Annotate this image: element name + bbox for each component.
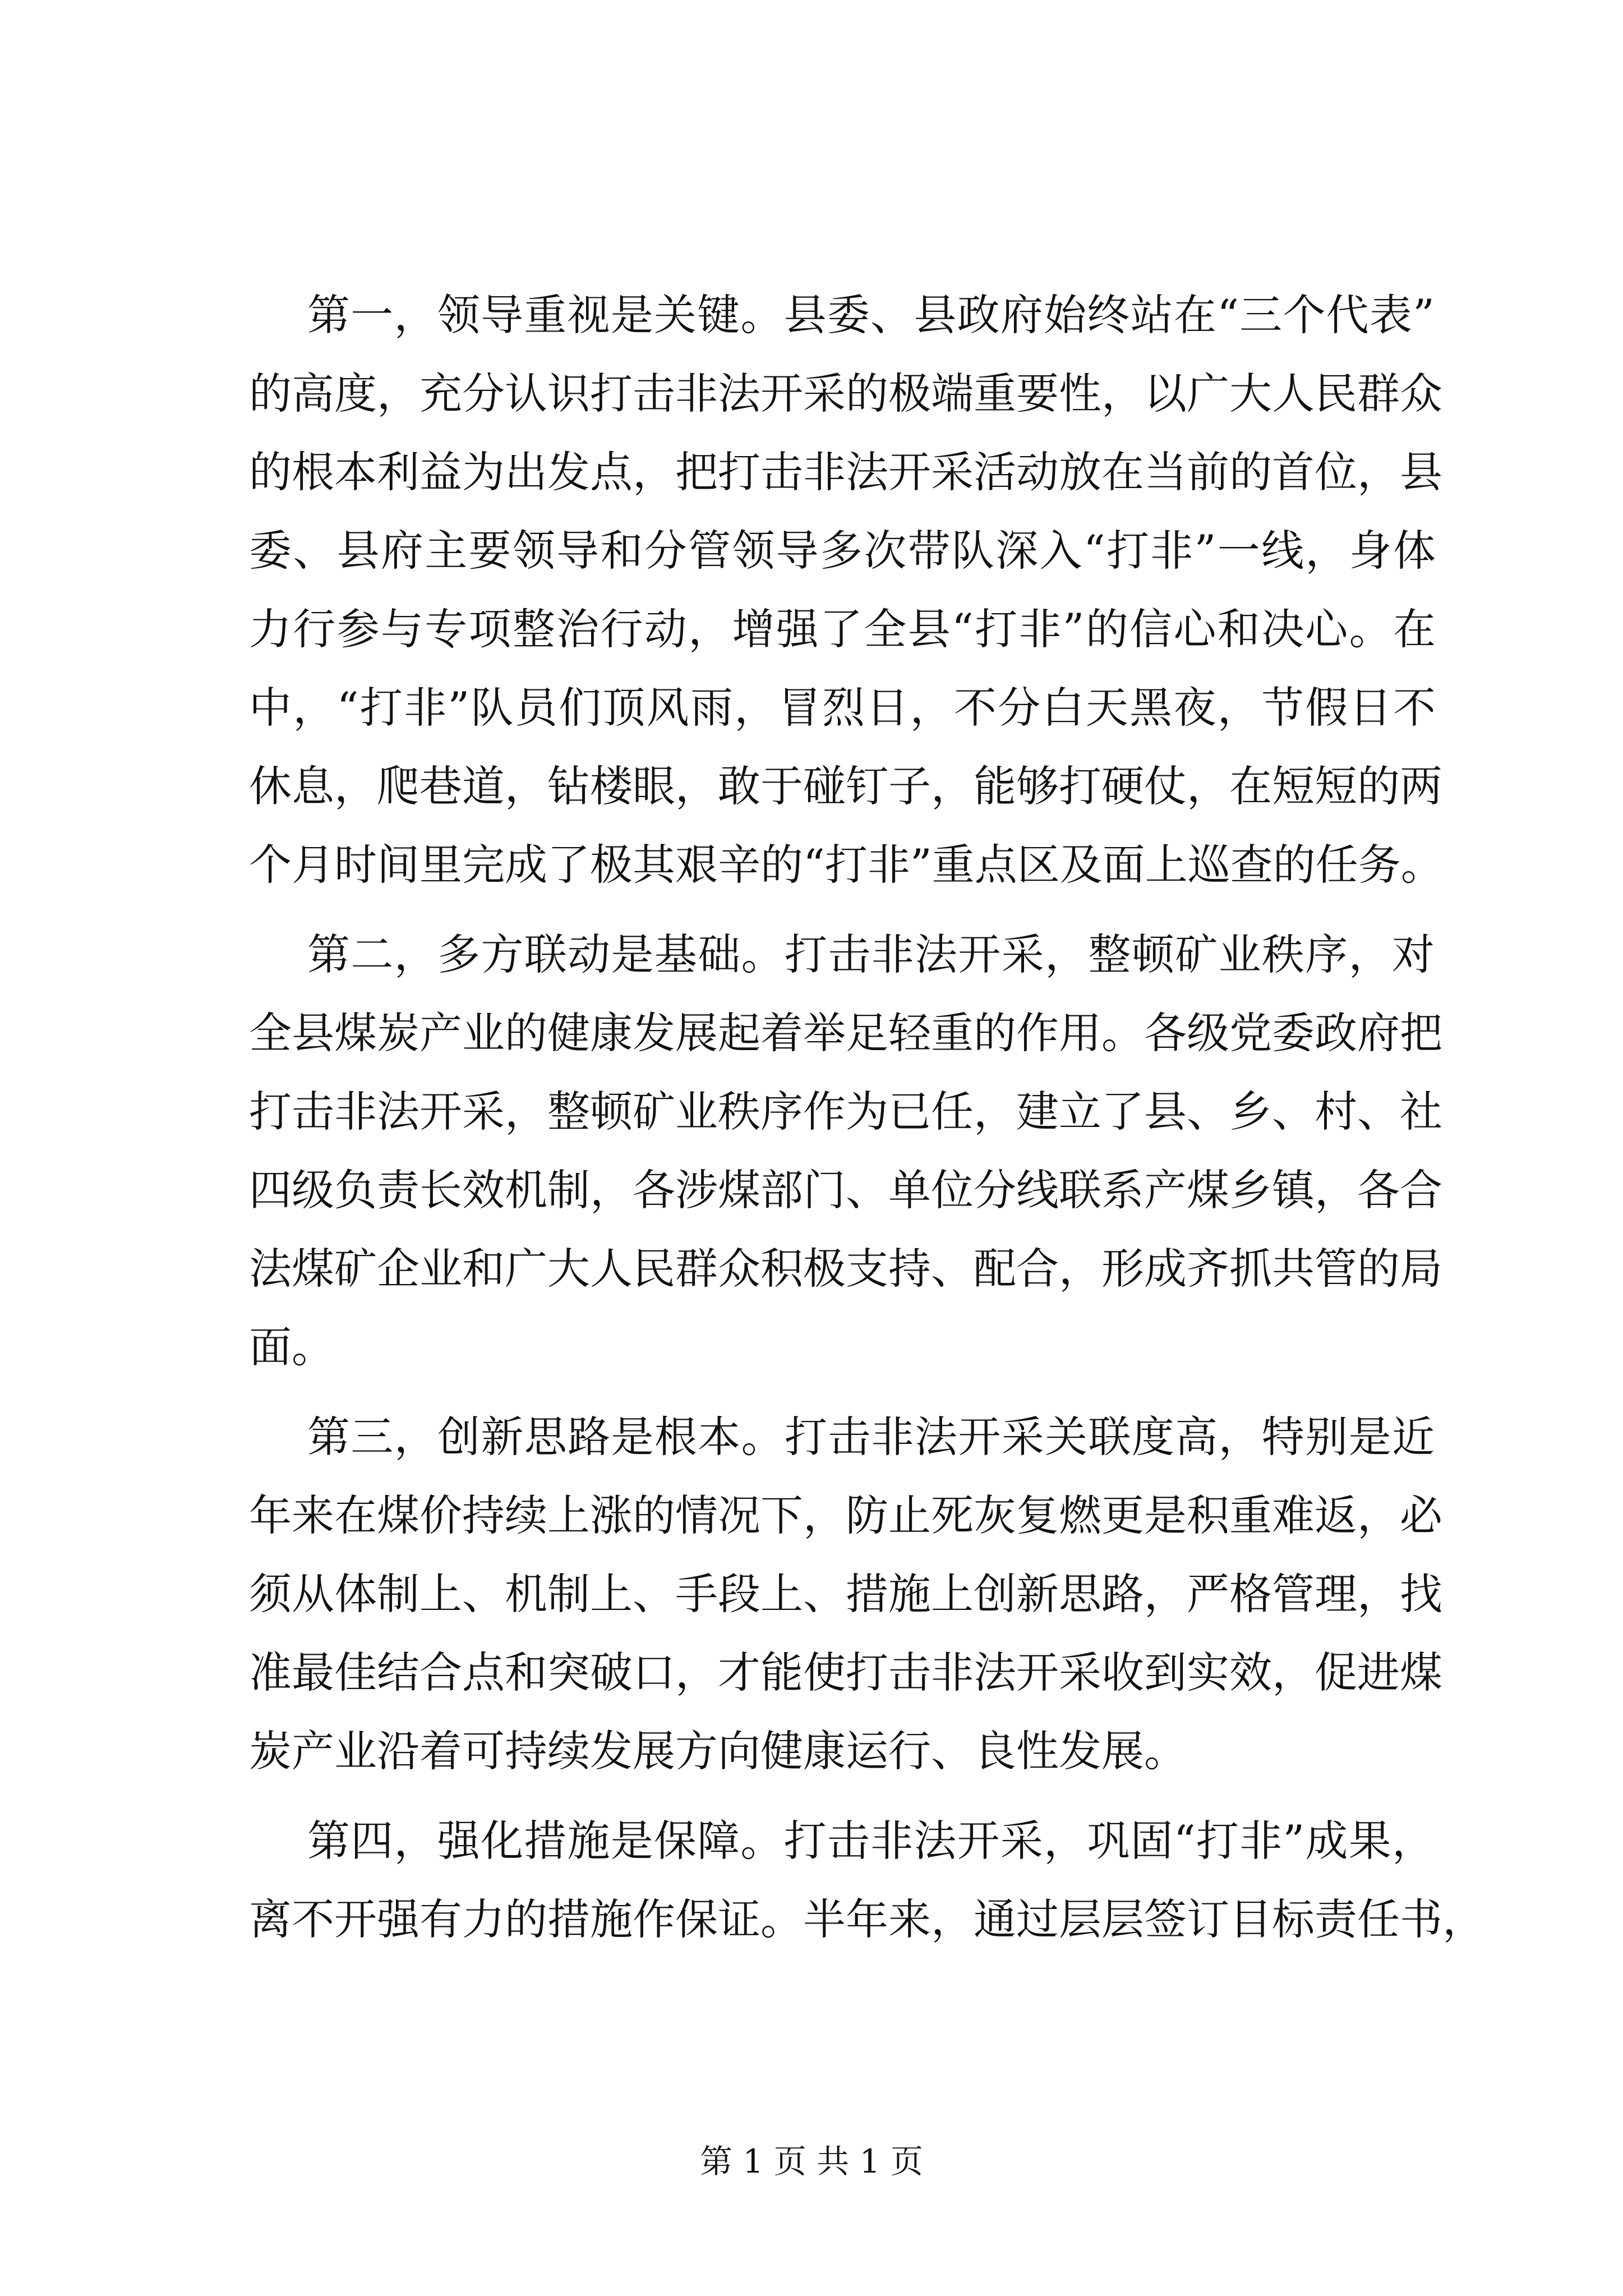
paragraph-3-line-1: 第三，创新思路是根本。打击非法开采关联度高，特别是近 — [307, 1412, 1435, 1462]
paragraph-4-line-1: 第四，强化措施是保障。打击非法开采，巩固“打非”成果， — [307, 1816, 1435, 1866]
paragraph-2-line-2: 全县煤炭产业的健康发展起着举足轻重的作用。各级党委政府把 — [249, 1008, 1442, 1058]
paragraph-1-line-3: 的根本利益为出发点，把打击非法开采活动放在当前的首位，县 — [249, 447, 1442, 497]
paragraph-2-line-6: 面。 — [249, 1322, 334, 1372]
paragraph-3-line-4: 准最佳结合点和突破口，才能使打击非法开采收到实效，促进煤 — [249, 1648, 1442, 1697]
paragraph-2-line-1: 第二，多方联动是基础。打击非法开采，整顿矿业秩序，对 — [307, 930, 1435, 979]
paragraph-1-line-1: 第一，领导重视是关键。县委、县政府始终站在“三个代表” — [307, 290, 1435, 340]
paragraph-1-line-7: 休息，爬巷道，钻楼眼，敢于碰钉子，能够打硬仗，在短短的两 — [249, 761, 1442, 811]
paragraph-4-line-2: 离不开强有力的措施作保证。半年来，通过层层签订目标责任书， — [249, 1894, 1485, 1944]
paragraph-2-line-4: 四级负责长效机制，各涉煤部门、单位分线联系产煤乡镇，各合 — [249, 1165, 1442, 1215]
paragraph-2-line-5: 法煤矿企业和广大人民群众积极支持、配合，形成齐抓共管的局 — [249, 1244, 1442, 1294]
paragraph-3-line-3: 须从体制上、机制上、手段上、措施上创新思路，严格管理，找 — [249, 1569, 1442, 1619]
paragraph-3-line-2: 年来在煤价持续上涨的情况下，防止死灰复燃更是积重难返，必 — [249, 1490, 1442, 1540]
paragraph-3-line-5: 炭产业沿着可持续发展方向健康运行、良性发展。 — [249, 1726, 1187, 1776]
paragraph-1-line-8: 个月时间里完成了极其艰辛的“打非”重点区及面上巡查的任务。 — [249, 840, 1444, 890]
paragraph-2-line-3: 打击非法开采，整顿矿业秩序作为已任，建立了县、乡、村、社 — [249, 1087, 1442, 1137]
page-footer: 第 1 页 共 1 页 — [700, 2142, 923, 2180]
paragraph-1-line-4: 委、县府主要领导和分管领导多次带队深入“打非”一线，身体 — [249, 526, 1436, 576]
paragraph-1-line-2: 的高度，充分认识打击非法开采的极端重要性，以广大人民群众 — [249, 369, 1442, 418]
paragraph-1-line-5: 力行参与专项整治行动，增强了全县“打非”的信心和决心。在 — [249, 604, 1436, 654]
paragraph-1-line-6: 中，“打非”队员们顶风雨，冒烈日，不分白天黑夜，节假日不 — [249, 683, 1436, 733]
